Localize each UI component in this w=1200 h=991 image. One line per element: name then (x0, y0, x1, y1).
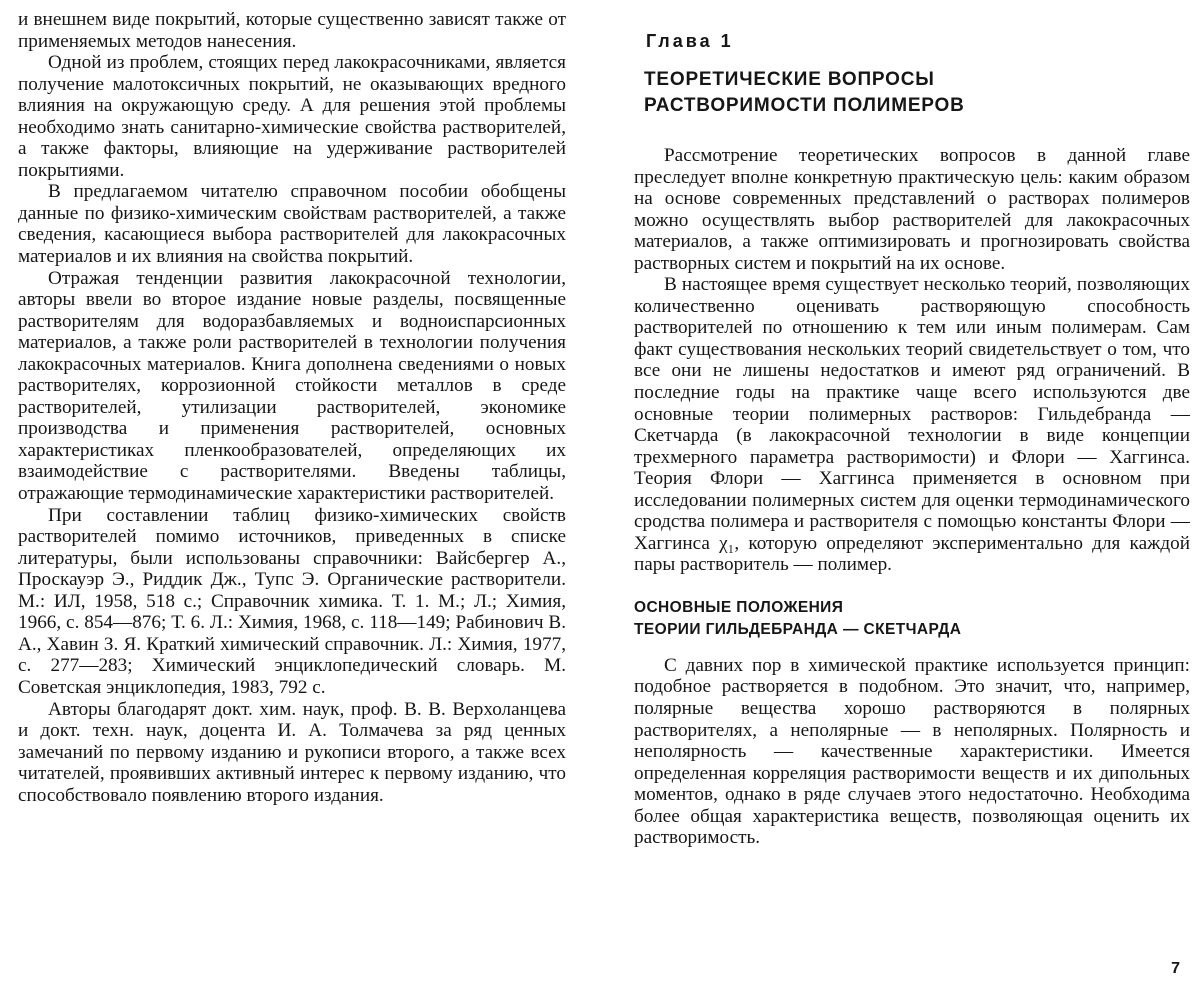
left-paragraph-3: В предлагаемом читателю справочном пособии обобщены данные по физико-химическим свойствам растворителей, а также сведения, касающиеся выбора растворителей для лакокрасочных материалов и их влияния на свойства покрытий. (18, 181, 566, 268)
left-paragraph-1: и внешнем виде покрытий, которые существенно зависят также от применяемых методов нанесения. (18, 9, 566, 52)
page-number: 7 (1171, 960, 1180, 977)
section-body (634, 655, 1190, 849)
chapter-label: Глава 1 (646, 31, 734, 51)
section-heading-line-2: ТЕОРИИ ГИЛЬДЕБРАНДА — СКЕТЧАРДА (634, 620, 962, 638)
intro-paragraph-2: В настоящее время существует несколько теорий, позволяющих количественно оценивать растворяющую способность растворителей по отношению к тем или иным полимерам. Сам факт существования нескольких теорий свидетельствует о том, что все они не лишены недостатков и имеют ряд ограничений. В последние годы на практике чаще всего используются две основные теории полимерных растворов: Гильдебранда — Скетчарда (в лакокрасочной технологии в виде концепции трехмерного параметра растворимости) и Флори — Хаггинса. Теория Флори — Хаггинса применяется в основном при исследовании полимерных систем для оценки термодинамического сродства полимера и растворителя с помощью константы Флори — Хаггинса χ₁, которую определяют экспериментально для каждой пары растворитель — полимер. (634, 274, 1190, 576)
section-paragraph-1: С давних пор в химической практике используется принцип: подобное растворяется в подобном. Это значит, что, например, полярные вещества хорошо растворяются в полярных растворителях, а неполярные — в неполярных. Полярность и неполярность — качественные характеристики. Имеется определенная корреляция растворимости веществ и их дипольных моментов, однако в ряде случаев этого недостаточно. Необходима более общая характеристика веществ, позволяющая оценить их растворимость. (634, 654, 1190, 849)
chapter-title (644, 67, 1190, 119)
section-heading-line-1: ОСНОВНЫЕ ПОЛОЖЕНИЯ (634, 598, 844, 616)
chapter-title-line-1: ТЕОРЕТИЧЕСКИЕ ВОПРОСЫ (644, 69, 935, 90)
chapter-intro (634, 145, 1190, 576)
section-heading (634, 597, 1190, 641)
left-page-body (18, 0, 566, 806)
chapter-title-line-2: РАСТВОРИМОСТИ ПОЛИМЕРОВ (644, 95, 965, 116)
left-paragraph-6: Авторы благодарят докт. хим. наук, проф. В. В. Верхоланцева и докт. техн. наук, доцента И. А. Толмачева за ряд ценных замечаний по первому изданию и рукописи второго, а также всех читателей, проявивших активный интерес к первому изданию, что способствовало появлению второго издания. (18, 698, 566, 806)
left-paragraph-4: Отражая тенденции развития лакокрасочной технологии, авторы ввели во второе издание новые разделы, посвященные растворителям для водоразбавляемых и водноиспарсионных материалов, а также роли растворителей в технологии получения лакокрасочных материалов. Книга дополнена сведениями о новых растворителях, коррозионной стойкости металлов в среде растворителей, утилизации растворителей, экономике производства и применения растворителей, основных характеристиках пленкообразователей, определяющих их взаимодействие с растворителями. Введены таблицы, отражающие термодинамические характеристики растворителей. (18, 267, 566, 505)
left-paragraph-5: При составлении таблиц физико-химических свойств растворителей помимо источников, приведенных в списке литературы, были использованы справочники: Вайсбергер А., Проскауэр Э., Риддик Дж., Тупс Э. Органические растворители. М.: ИЛ, 1958, 518 с.; Справочник химика. Т. 1. М.; Л.; Химия, 1966, с. 854—876; Т. 6. Л.: Химия, 1968, с. 118—149; Рабинович В. А., Хавин З. Я. Краткий химический справочник. Л.: Химия, 1977, с. 277—283; Химический энциклопедический словарь. М. Советская энциклопедия, 1983, 792 с. (18, 504, 566, 698)
right-page (634, 0, 1190, 977)
left-page (18, 0, 566, 806)
left-paragraph-2: Одной из проблем, стоящих перед лакокрасочниками, является получение малотоксичных покрытий, не оказывающих вредного влияния на окружающую среду. А для решения этой проблемы необходимо знать санитарно-химические свойства растворителей, а также факторы, влияющие на удерживание растворителей покрытиями. (18, 52, 566, 181)
intro-paragraph-1: Рассмотрение теоретических вопросов в данной главе преследует вполне конкретную практическую цель: каким образом на основе современных представлений о растворах полимеров можно осуществлять выбор растворителей для лакокрасочных материалов, а также оптимизировать и прогнозировать свойства растворных систем и покрытий на их основе. (634, 145, 1190, 274)
